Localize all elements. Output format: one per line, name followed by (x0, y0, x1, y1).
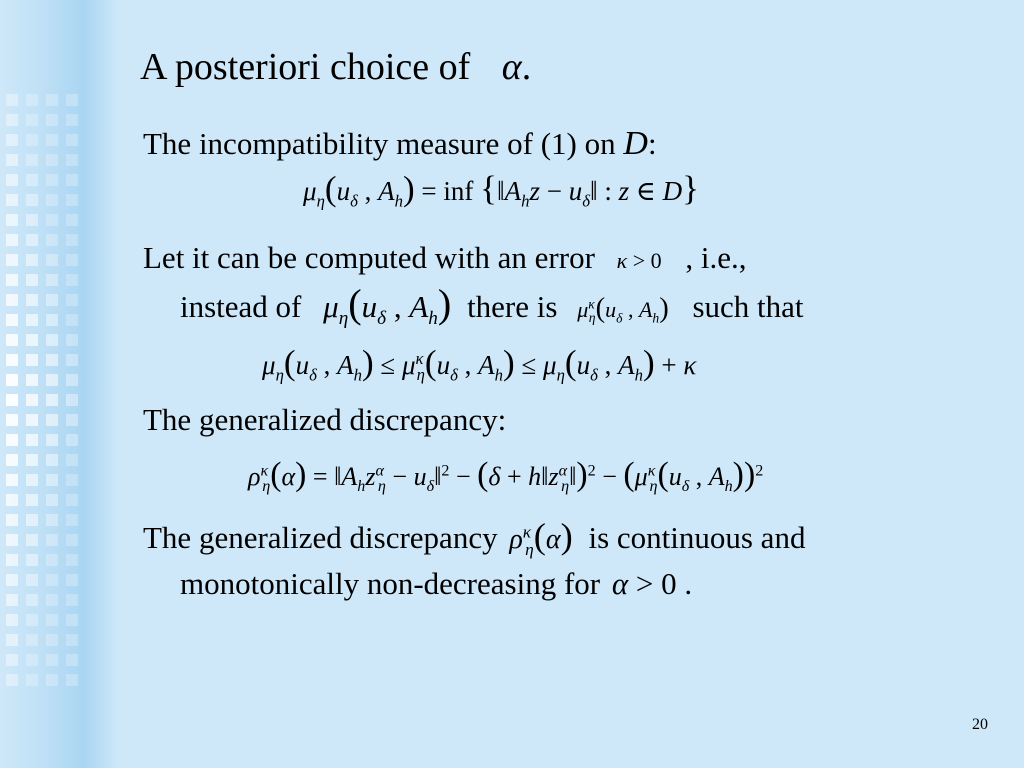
decorative-square (66, 254, 78, 266)
decorative-square (66, 614, 78, 626)
decorative-square (46, 634, 58, 646)
decorative-square (26, 314, 38, 326)
decorative-square (6, 414, 18, 426)
para4-period: . (684, 566, 693, 601)
decorative-square (6, 254, 18, 266)
decorative-square (26, 434, 38, 446)
para2-ie: , i.e., (685, 240, 747, 275)
equation-incompatibility-measure (303, 169, 699, 211)
decorative-square (6, 194, 18, 206)
eq1-display: $\mu_\eta(u_\delta$ , $A_h$) = inf {$‖A_hz$ − $u_\delta‖$ : z ∈ D} (303, 169, 699, 211)
decorative-square (6, 514, 18, 526)
decorative-square (26, 654, 38, 666)
decorative-square (46, 294, 58, 306)
para4-rho-display: $\rho^\kappa_\eta(\alpha)$ (509, 516, 573, 559)
decorative-square (26, 274, 38, 286)
para1-D-symbol: D (623, 125, 648, 162)
decorative-square (66, 334, 78, 346)
slide-title (140, 44, 531, 90)
decorative-square (66, 574, 78, 586)
decorative-square (46, 174, 58, 186)
decorative-square (66, 414, 78, 426)
decorative-square (26, 154, 38, 166)
decorative-square (6, 234, 18, 246)
decorative-square (46, 514, 58, 526)
decorative-square (6, 534, 18, 546)
para3-text: The generalized discrepancy: (143, 402, 507, 437)
decorative-square (6, 394, 18, 406)
decorative-square (46, 454, 58, 466)
decorative-square (26, 414, 38, 426)
decorative-square-pattern (0, 0, 120, 768)
decorative-square (66, 654, 78, 666)
decorative-square (46, 374, 58, 386)
decorative-square (6, 114, 18, 126)
decorative-square (6, 674, 18, 686)
para2-instead-of: instead of (180, 289, 302, 324)
decorative-square (26, 134, 38, 146)
decorative-square (66, 434, 78, 446)
decorative-square (6, 174, 18, 186)
decorative-square (6, 634, 18, 646)
decorative-square (46, 414, 58, 426)
title-text: A posteriori choice of (140, 46, 471, 88)
decorative-square (26, 454, 38, 466)
paragraph-generalized-discrepancy-heading (143, 402, 506, 438)
decorative-square (26, 374, 38, 386)
decorative-square (46, 494, 58, 506)
decorative-square (46, 434, 58, 446)
decorative-square (6, 474, 18, 486)
decorative-square (6, 574, 18, 586)
decorative-square (46, 674, 58, 686)
para1-text: The incompatibility measure of (1) on (143, 126, 616, 161)
page-number: 20 (972, 716, 988, 733)
decorative-square (26, 234, 38, 246)
decorative-square (46, 554, 58, 566)
decorative-square (6, 494, 18, 506)
decorative-square (26, 674, 38, 686)
decorative-square (66, 174, 78, 186)
decorative-square (26, 194, 38, 206)
decorative-square (46, 314, 58, 326)
para1-colon: : (647, 126, 657, 161)
decorative-square (66, 474, 78, 486)
decorative-square (6, 614, 18, 626)
paragraph-continuity-line1 (143, 518, 805, 558)
para2-mukappa-display: $\mu^\kappa_\eta(u_\delta$ , $A_h$) (577, 293, 669, 326)
decorative-square (66, 594, 78, 606)
decorative-square (46, 614, 58, 626)
decorative-square (66, 514, 78, 526)
decorative-square (46, 334, 58, 346)
eq2-display: $\mu_\eta(u_\delta$ , $A_h) \le \mu^\kappa_\eta(u_\delta$ , $A_h) \le \mu_\eta(u_\delta$ , $A_h) + \kappa$ (262, 343, 697, 385)
decorative-square (46, 654, 58, 666)
paragraph-incompatibility (143, 126, 657, 162)
decorative-square (46, 574, 58, 586)
decorative-square (46, 114, 58, 126)
decorative-square (66, 134, 78, 146)
para2-mu-display: $\mu_\eta(u_\delta$ , $A_h$) (323, 281, 452, 330)
decorative-square (66, 494, 78, 506)
decorative-square (66, 554, 78, 566)
decorative-square (6, 354, 18, 366)
para4-alpha-display: α > 0 (611, 566, 677, 601)
decorative-square (66, 294, 78, 306)
decorative-square (6, 434, 18, 446)
decorative-square (26, 214, 38, 226)
decorative-square (6, 94, 18, 106)
decorative-square (6, 214, 18, 226)
paragraph-error-line2 (180, 281, 804, 330)
eq3-display: $\rho^\kappa_\eta(\alpha)$ = $‖A_hz^\alpha_\eta$ − $u_\delta‖^2 - (\delta$ + $h‖z^\alpha_\eta‖)^2 - (\mu^\kappa_\eta(u_\delta$ , $A_h))^2$ (248, 456, 764, 496)
decorative-square (26, 254, 38, 266)
decorative-square (6, 294, 18, 306)
decorative-square (66, 94, 78, 106)
para4-line2-text: monotonically non-decreasing for (180, 566, 601, 601)
decorative-square (26, 294, 38, 306)
decorative-square (26, 634, 38, 646)
decorative-square (46, 594, 58, 606)
decorative-square (46, 274, 58, 286)
decorative-square (46, 194, 58, 206)
paragraph-error-line1 (143, 240, 747, 279)
decorative-square (26, 554, 38, 566)
title-period: . (521, 46, 532, 88)
decorative-square (46, 354, 58, 366)
decorative-square (6, 154, 18, 166)
decorative-square (66, 274, 78, 286)
decorative-square (66, 454, 78, 466)
decorative-square (66, 214, 78, 226)
para2-line1-text: Let it can be computed with an error (143, 240, 595, 275)
equation-generalized-discrepancy (248, 458, 763, 494)
para2-such-that: such that (692, 289, 804, 324)
decorative-square (46, 134, 58, 146)
decorative-square (26, 474, 38, 486)
decorative-square (26, 614, 38, 626)
decorative-square (6, 134, 18, 146)
decorative-square (66, 634, 78, 646)
decorative-square (46, 94, 58, 106)
decorative-square (46, 214, 58, 226)
decorative-square (6, 374, 18, 386)
decorative-square (66, 194, 78, 206)
decorative-square (66, 394, 78, 406)
decorative-square (46, 534, 58, 546)
decorative-square (6, 594, 18, 606)
decorative-square (46, 234, 58, 246)
decorative-square (6, 454, 18, 466)
decorative-square (26, 174, 38, 186)
decorative-square (26, 334, 38, 346)
decorative-square (26, 514, 38, 526)
decorative-square (66, 154, 78, 166)
decorative-square (46, 394, 58, 406)
decorative-square (46, 254, 58, 266)
decorative-square (66, 114, 78, 126)
title-alpha-symbol: α (501, 46, 522, 88)
decorative-square (66, 234, 78, 246)
para4-line1-text: The generalized discrepancy (143, 520, 498, 555)
decorative-square (26, 534, 38, 546)
decorative-square (46, 154, 58, 166)
equation-mu-bounds (262, 343, 697, 385)
decorative-square (66, 674, 78, 686)
para2-there-is: there is (467, 289, 558, 324)
decorative-square (26, 574, 38, 586)
decorative-square (66, 314, 78, 326)
decorative-square (26, 114, 38, 126)
para4-continuous: is continuous and (588, 520, 806, 555)
decorative-square (26, 394, 38, 406)
decorative-square (6, 314, 18, 326)
decorative-square (6, 274, 18, 286)
decorative-square (46, 474, 58, 486)
decorative-square (66, 374, 78, 386)
decorative-square (66, 354, 78, 366)
paragraph-continuity-line2 (180, 566, 692, 602)
decorative-square (6, 654, 18, 666)
decorative-square (66, 534, 78, 546)
decorative-square (6, 334, 18, 346)
decorative-square (6, 554, 18, 566)
decorative-square (26, 494, 38, 506)
decorative-square (26, 354, 38, 366)
decorative-square (26, 94, 38, 106)
decorative-square (26, 594, 38, 606)
para2-kappa-display: κ > 0 (616, 248, 662, 273)
